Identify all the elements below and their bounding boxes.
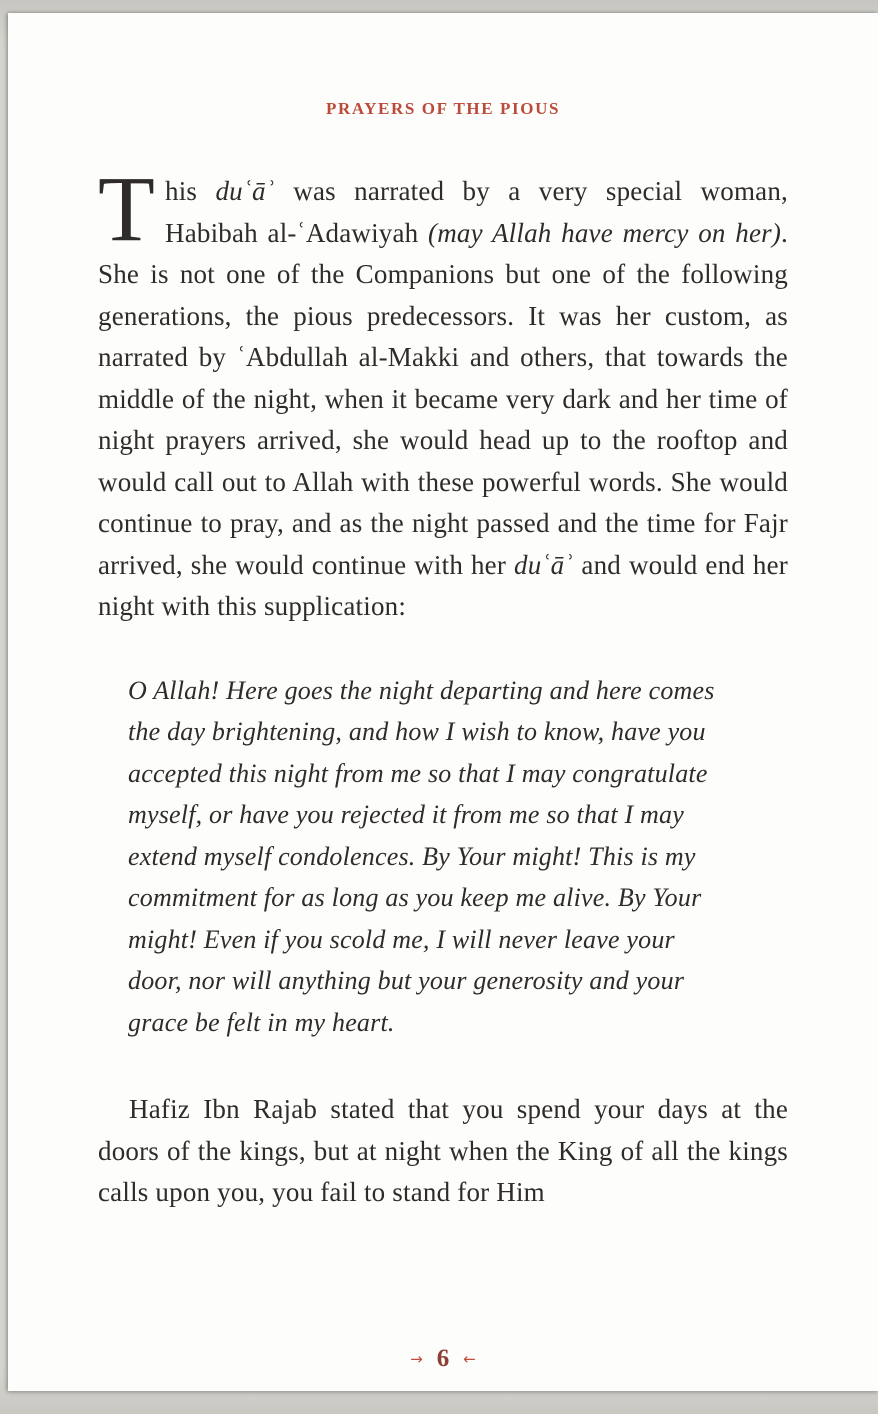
book-page — [8, 13, 878, 1391]
honorific-phrase: (may Allah have mercy on her) — [428, 217, 782, 248]
arabic-term-dua: duʿāʾ — [215, 176, 275, 206]
paragraph-text: . She is not one of the Companions but one of the following generations, the pious predecessors. It was her custom, as narrated by ʿAbdullah al-Makki and others, that towards the middle of the night, when it became very dark and her time of night prayers arrived, she would head up to the rooftop and would call out to Allah with these powerful words. She would continue to pray, and as the night passed and the time for Fajr arrived, she would continue with her — [98, 217, 788, 580]
page-number: 6 — [436, 1345, 450, 1372]
opening-paragraph — [98, 158, 788, 628]
page-footer — [8, 1345, 878, 1373]
paragraph-text: his — [165, 176, 216, 206]
ornament-right-icon: ← — [463, 1350, 476, 1368]
paragraph-text: and would end her night with this supplication: — [98, 549, 788, 621]
supplication-quote: O Allah! Here goes the night departing and here comes the day brightening, and how I wish to know, have you accepted this night from me so that I may congratulate myself, or have you rejected it from me so that I may extend myself condolences. By Your might! This is my commitment for as long as you keep me alive. By Your might! Even if you scold me, I will never leave your door, nor will anything but your generosity and your grace be felt in my heart. — [128, 675, 715, 1037]
ornament-left-icon: → — [410, 1350, 423, 1368]
drop-cap: T — [98, 158, 156, 261]
closing-paragraph: Hafiz Ibn Rajab stated that you spend your days at the doors of the kings, but at night when the King of all the kings calls upon you, you fail to stand for Him — [98, 1094, 788, 1207]
page-content — [98, 158, 788, 1214]
running-header: PRAYERS OF THE PIOUS — [326, 99, 560, 118]
arabic-term-dua: duʿāʾ — [514, 549, 574, 580]
paragraph-text: was narrated by a very special woman, Habibah al-ʿAdawiyah — [165, 176, 788, 248]
